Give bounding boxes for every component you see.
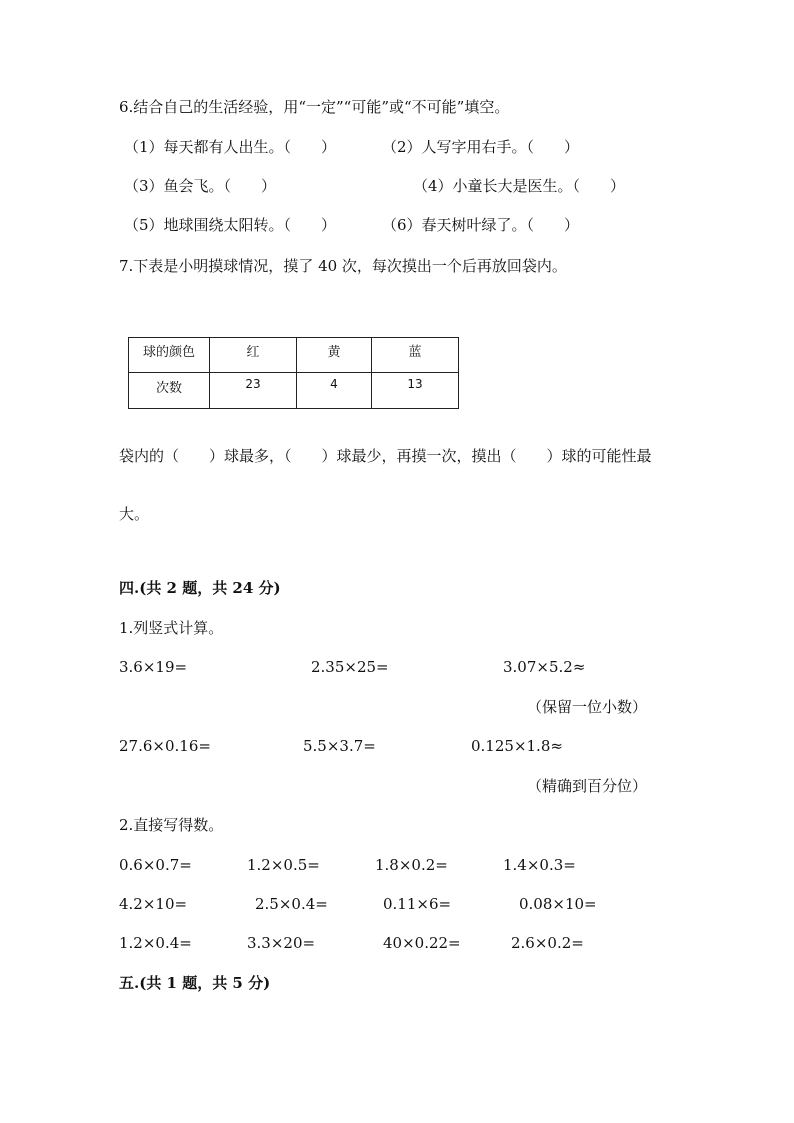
calc-5: 5.5×3.7= — [303, 737, 376, 755]
section-5-heading: 五.(共 1 题，共 5 分) — [119, 974, 271, 992]
q6-item-4: （4）小童长大是医生。（ ） — [413, 177, 626, 195]
mental-3-3: 40×0.22= — [383, 934, 461, 952]
q6-item-5: （5）地球围绕太阳转。（ ） — [124, 216, 337, 234]
calc-4: 27.6×0.16= — [119, 737, 211, 755]
section-4-q2-title: 2.直接写得数。 — [119, 816, 224, 834]
table-cell-yellow: 4 — [297, 373, 372, 409]
q7-fill-line-1: 袋内的（ ）球最多，（ ）球最少，再摸一次，摸出（ ）球的可能性最 — [119, 447, 652, 465]
mental-1-4: 1.4×0.3= — [503, 856, 576, 874]
ball-count-table — [128, 337, 459, 409]
mental-2-2: 2.5×0.4= — [255, 895, 328, 913]
section-4-heading: 四.(共 2 题，共 24 分) — [119, 579, 281, 597]
section-4-q1-title: 1.列竖式计算。 — [119, 619, 224, 637]
q6-item-1: （1）每天都有人出生。（ ） — [124, 138, 337, 156]
q7-fill-line-2: 大。 — [119, 505, 150, 523]
table-header-row — [129, 338, 459, 373]
mental-2-3: 0.11×6= — [383, 895, 452, 913]
calc-2: 2.35×25= — [311, 658, 389, 676]
q7-title: 7.下表是小明摸球情况，摸了 40 次，每次摸出一个后再放回袋内。 — [119, 257, 567, 275]
calc-3: 3.07×5.2≈ — [503, 658, 586, 676]
q6-title: 6.结合自己的生活经验，用“一定”“可能”或“不可能”填空。 — [119, 98, 510, 116]
mental-2-4: 0.08×10= — [519, 895, 597, 913]
table-row — [129, 373, 459, 409]
mental-3-4: 2.6×0.2= — [511, 934, 584, 952]
table-header-color: 球的颜色 — [129, 338, 210, 373]
table-row-label: 次数 — [129, 373, 210, 409]
mental-3-1: 1.2×0.4= — [119, 934, 192, 952]
q6-item-3: （3）鱼会飞。（ ） — [124, 177, 277, 195]
mental-1-2: 1.2×0.5= — [247, 856, 320, 874]
table-cell-red: 23 — [210, 373, 297, 409]
calc-1: 3.6×19= — [119, 658, 188, 676]
table-header-red: 红 — [210, 338, 297, 373]
mental-3-2: 3.3×20= — [247, 934, 316, 952]
mental-2-1: 4.2×10= — [119, 895, 188, 913]
mental-1-3: 1.8×0.2= — [375, 856, 448, 874]
mental-1-1: 0.6×0.7= — [119, 856, 192, 874]
table-header-blue: 蓝 — [371, 338, 458, 373]
table-header-yellow: 黄 — [297, 338, 372, 373]
table-cell-blue: 13 — [371, 373, 458, 409]
calc-6: 0.125×1.8≈ — [471, 737, 563, 755]
q6-item-6: （6）春天树叶绿了。（ ） — [382, 216, 580, 234]
calc-note-1: （保留一位小数） — [527, 698, 648, 716]
calc-note-2: （精确到百分位） — [527, 777, 648, 795]
q6-item-2: （2）人写字用右手。（ ） — [382, 138, 580, 156]
